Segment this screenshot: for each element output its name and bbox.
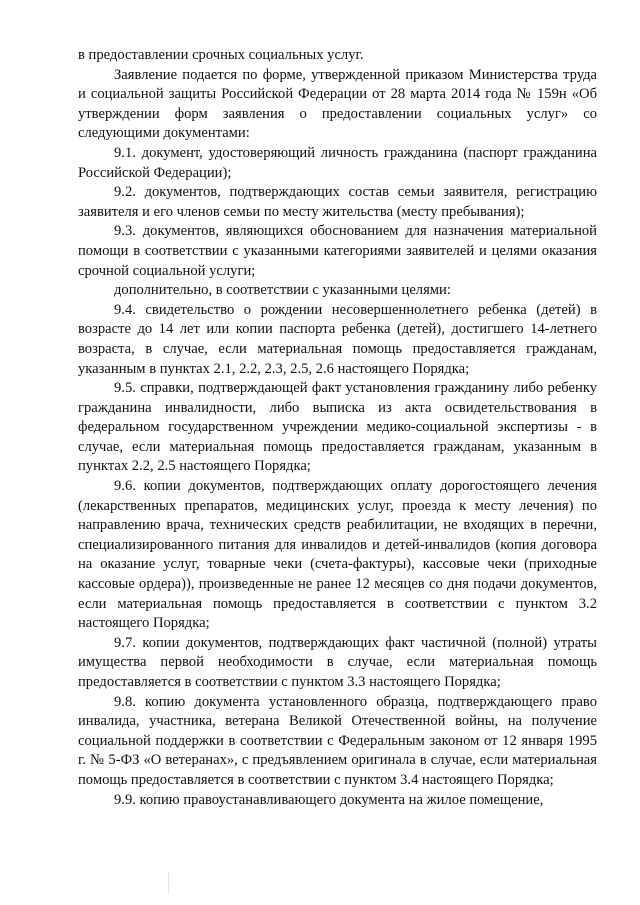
scan-artifact-line (168, 872, 169, 894)
document-body (78, 46, 597, 810)
paragraph-9-1: 9.1. документ, удостоверяющий личность гражданина (паспорт гражданина Российской Федерации); (78, 144, 597, 181)
paragraph-9-9: 9.9. копию правоустанавливающего документа на жилое помещение, (114, 791, 544, 808)
paragraph-9-6: 9.6. копии документов, подтверждающих оплату дорогостоящего лечения (лекарственных препаратов, медицинских услуг, проезда к месту лечения) по направлению врача, технических средств реабилитации, не входящих в перечни, специализированного питания для инвалидов и детей-инвалидов (копия договора на оказание услуг, товарные чеки (счета-фактуры), кассовые чеки (приходные кассовые ордера)), произведенные не ранее 12 месяцев со дня подачи документов, если материальная помощь предоставляется в соответствии с пунктом 3.2 настоящего Порядка; (78, 478, 597, 632)
paragraph-9-4: 9.4. свидетельство о рождении несовершеннолетнего ребенка (детей) в возрасте до 14 лет или копии паспорта ребенка (детей), достигшего 14-летнего возраста, в случае, если материальная помощь предоставляется гражданам, указанным в пунктах 2.1, 2.2, 2.3, 2.5, 2.6 настоящего Порядка; (78, 301, 597, 377)
paragraph-9-2: 9.2. документов, подтверждающих состав семьи заявителя, регистрацию заявителя и его членов семьи по месту жительства (месту пребывания); (78, 184, 597, 220)
paragraph-additional: дополнительно, в соответствии с указанными целями: (114, 282, 451, 299)
paragraph-9-3: 9.3. документов, являющихся обоснованием для назначения материальной помощи в соответствии с указанными категориями заявителей и целями оказания срочной социальной услуги; (78, 223, 597, 279)
paragraph-application-form: Заявление подается по форме, утвержденной приказом Министерства труда и социальной защиты Российской Федерации от 28 марта 2014 года № 159н «Об утверждении форм заявления о предоставлении социальных услуг» со следующими документами: (78, 66, 597, 142)
paragraph-9-8: 9.8. копию документа установленного образца, подтверждающего право инвалида, участника, ветерана Великой Отечественной войны, на получение социальной поддержки в соответствии с Федеральным законом от 12 января 1995 г. № 5-ФЗ «О ветеранах», с предъявлением оригинала в случае, если материальная помощь предоставляется в соответствии с пунктом 3.4 настоящего Порядка; (78, 693, 597, 788)
paragraph-9-5: 9.5. справки, подтверждающей факт установления гражданину либо ребенку гражданина инвалидности, либо выписка из акта освидетельствования в федеральном государственном учреждении медико-социальной экспертизы - в случае, если материальная помощь предоставляется гражданам, указанным в пунктах 2.2, 2.5 настоящего Порядка; (78, 380, 597, 475)
paragraph-continuation: в предоставлении срочных социальных услуг. (78, 47, 364, 63)
paragraph-9-7: 9.7. копии документов, подтверждающих факт частичной (полной) утраты имущества первой необходимости в случае, если материальная помощь предоставляется в соответствии с пунктом 3.3 настоящего Порядка; (78, 634, 597, 690)
